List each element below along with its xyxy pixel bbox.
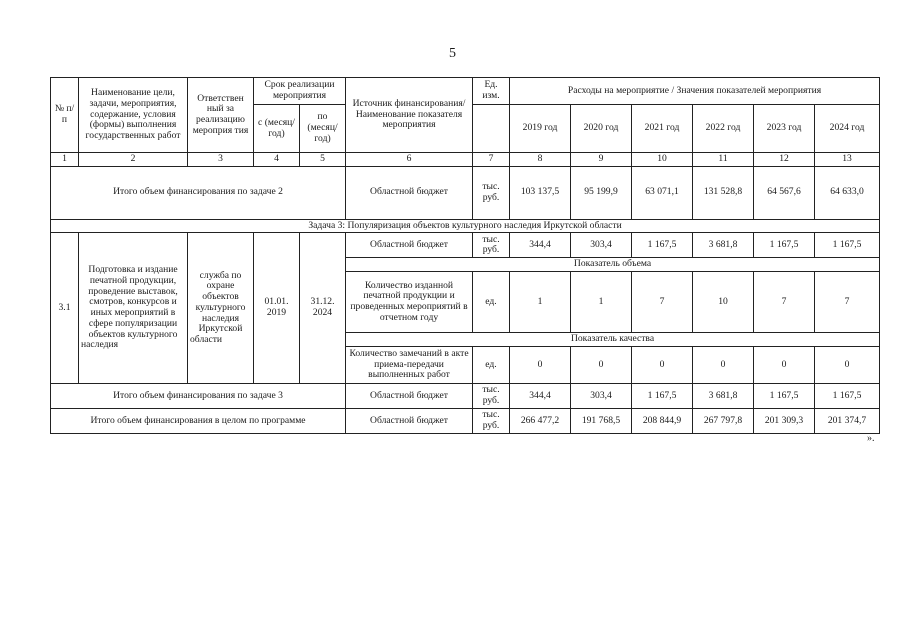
value-cell: 1 167,5 — [754, 233, 815, 258]
item-number: 3.1 — [51, 233, 79, 383]
column-number: 9 — [571, 153, 632, 167]
item-period-from: 01.01. 2019 — [254, 233, 300, 383]
header-unit: Ед. изм. — [473, 78, 510, 105]
item-budget-unit: тыс. руб. — [473, 233, 510, 258]
value-cell: 0 — [815, 346, 880, 383]
value-cell: 131 528,8 — [693, 166, 754, 219]
value-cell: 10 — [693, 272, 754, 333]
value-cell: 7 — [815, 272, 880, 333]
total-program-label: Итого объем финансирования в целом по программе — [51, 408, 346, 433]
value-cell: 1 — [510, 272, 571, 333]
item-name: Подготовка и издание печатной продукции, проведение выставок, смотров, конкурсов и иных мероприятий в сфере популяризации объектов культурного наследия — [79, 233, 188, 383]
header-name: Наименование цели, задачи, мероприятия, содержание, условия (формы) выполнения государственных работ — [79, 78, 188, 153]
total-program-unit: тыс. руб. — [473, 408, 510, 433]
value-cell: 7 — [632, 272, 693, 333]
value-cell: 208 844,9 — [632, 408, 693, 433]
volume-indicator-header: Показатель объема — [346, 258, 880, 272]
value-cell: 267 797,8 — [693, 408, 754, 433]
value-cell: 1 167,5 — [754, 383, 815, 408]
column-number: 5 — [300, 153, 346, 167]
total-task3-label: Итого объем финансирования по задаче 3 — [51, 383, 346, 408]
column-numbers-row — [51, 153, 880, 167]
header-unit-blank — [473, 105, 510, 153]
page-number: 5 — [449, 46, 456, 61]
header-period-to: по (месяц/ год) — [300, 105, 346, 153]
value-cell: 0 — [693, 346, 754, 383]
value-cell: 1 167,5 — [632, 233, 693, 258]
value-cell: 266 477,2 — [510, 408, 571, 433]
header-year: 2021 год — [632, 105, 693, 153]
total-program-source: Областной бюджет — [346, 408, 473, 433]
value-cell: 303,4 — [571, 233, 632, 258]
total-task2-unit: тыс. руб. — [473, 166, 510, 219]
quality-indicator-header: Показатель качества — [346, 333, 880, 347]
value-cell: 1 — [571, 272, 632, 333]
column-number: 4 — [254, 153, 300, 167]
value-cell: 64 633,0 — [815, 166, 880, 219]
total-task2-source: Областной бюджет — [346, 166, 473, 219]
column-number: 7 — [473, 153, 510, 167]
value-cell: 344,4 — [510, 233, 571, 258]
value-cell: 344,4 — [510, 383, 571, 408]
value-cell: 0 — [571, 346, 632, 383]
column-number: 1 — [51, 153, 79, 167]
value-cell: 7 — [754, 272, 815, 333]
column-number: 8 — [510, 153, 571, 167]
column-number: 6 — [346, 153, 473, 167]
header-expenses: Расходы на мероприятие / Значения показателей мероприятия — [510, 78, 880, 105]
value-cell: 1 167,5 — [815, 233, 880, 258]
total-task3-row — [51, 383, 880, 408]
total-task3-source: Областной бюджет — [346, 383, 473, 408]
value-cell: 64 567,6 — [754, 166, 815, 219]
item-responsible: служба по охране объектов культурного наследия Иркутской области — [188, 233, 254, 383]
header-year: 2022 год — [693, 105, 754, 153]
header-year: 2023 год — [754, 105, 815, 153]
column-number: 3 — [188, 153, 254, 167]
value-cell: 0 — [632, 346, 693, 383]
column-number: 13 — [815, 153, 880, 167]
value-cell: 3 681,8 — [693, 383, 754, 408]
program-activities-table — [50, 77, 880, 434]
volume-indicator-label: Количество изданной печатной продукции и проведенных мероприятий в отчетном году — [346, 272, 473, 333]
value-cell: 191 768,5 — [571, 408, 632, 433]
value-cell: 103 137,5 — [510, 166, 571, 219]
task3-title: Задача 3: Популяризация объектов культурного наследия Иркутской области — [51, 219, 880, 233]
total-task2-label: Итого объем финансирования по задаче 2 — [51, 166, 346, 219]
value-cell: 95 199,9 — [571, 166, 632, 219]
value-cell: 63 071,1 — [632, 166, 693, 219]
task3-title-row — [51, 219, 880, 233]
value-cell: 201 374,7 — [815, 408, 880, 433]
header-year: 2020 год — [571, 105, 632, 153]
header-year: 2024 год — [815, 105, 880, 153]
value-cell: 201 309,3 — [754, 408, 815, 433]
item-budget-row — [51, 233, 880, 258]
quality-indicator-unit: ед. — [473, 346, 510, 383]
header-row — [51, 78, 880, 105]
column-number: 10 — [632, 153, 693, 167]
header-period: Срок реализации мероприятия — [254, 78, 346, 105]
item-period-to: 31.12. 2024 — [300, 233, 346, 383]
total-task3-unit: тыс. руб. — [473, 383, 510, 408]
header-num: № п/п — [51, 78, 79, 153]
value-cell: 1 167,5 — [815, 383, 880, 408]
quality-indicator-label: Количество замечаний в акте приема-передачи выполненных работ — [346, 346, 473, 383]
header-year: 2019 год — [510, 105, 571, 153]
total-program-row — [51, 408, 880, 433]
value-cell: 303,4 — [571, 383, 632, 408]
volume-indicator-unit: ед. — [473, 272, 510, 333]
total-task2-row — [51, 166, 880, 219]
value-cell: 0 — [510, 346, 571, 383]
value-cell: 0 — [754, 346, 815, 383]
item-budget-source: Областной бюджет — [346, 233, 473, 258]
column-number: 2 — [79, 153, 188, 167]
column-number: 12 — [754, 153, 815, 167]
value-cell: 3 681,8 — [693, 233, 754, 258]
closing-quote-mark: ». — [867, 433, 875, 444]
header-responsible: Ответствен ный за реализацию мероприя тия — [188, 78, 254, 153]
header-period-from: с (месяц/ год) — [254, 105, 300, 153]
header-source: Источник финансирования/ Наименование показателя мероприятия — [346, 78, 473, 153]
column-number: 11 — [693, 153, 754, 167]
value-cell: 1 167,5 — [632, 383, 693, 408]
